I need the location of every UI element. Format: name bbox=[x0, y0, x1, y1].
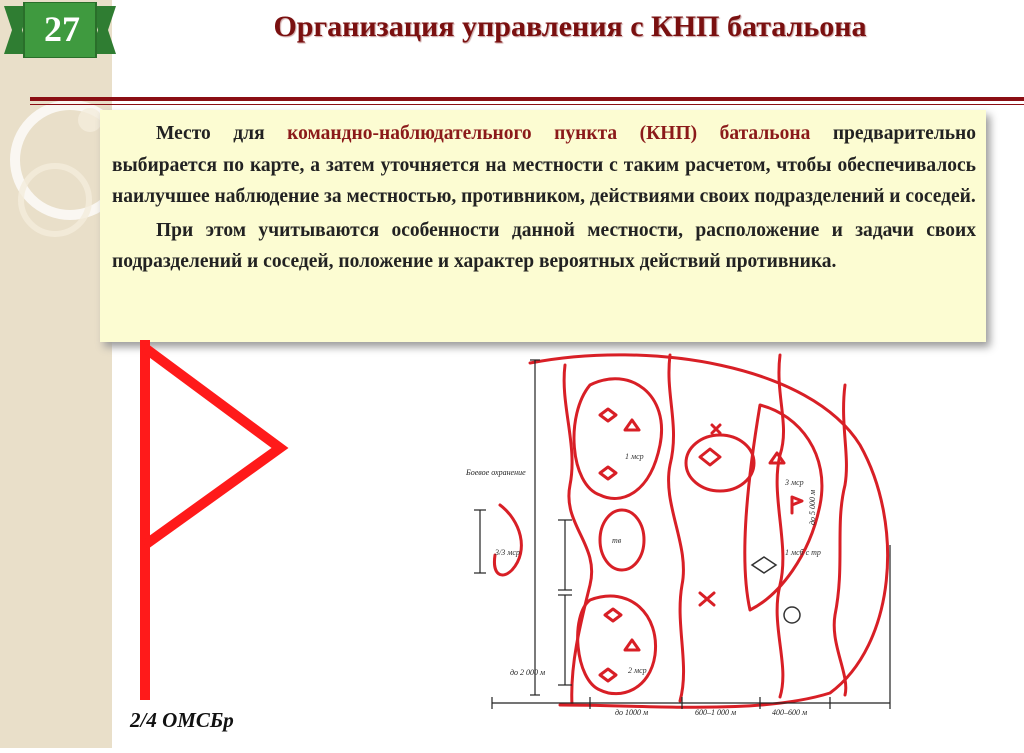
command-post-flag-icon bbox=[125, 340, 300, 700]
outer-boundary bbox=[530, 355, 888, 707]
title-divider-thin bbox=[30, 104, 1024, 105]
outpost-area bbox=[494, 505, 521, 575]
text-box bbox=[100, 110, 986, 342]
label-msb: 1 мсб с тр bbox=[785, 548, 821, 557]
label-r600: 600–1 000 м bbox=[695, 708, 737, 717]
slide-number: 27 bbox=[44, 9, 80, 49]
battalion-deployment-scheme bbox=[450, 345, 920, 747]
label-company-1: 1 мср bbox=[625, 452, 644, 461]
knp-area bbox=[686, 435, 754, 491]
slide-number-badge bbox=[4, 2, 116, 54]
paragraph-2: При этом учитываются особенности данной местности, расположение и задачи своих подразделений и соседей, положение и характер вероятных действий противника. bbox=[112, 219, 976, 272]
label-sub33: 3/3 мср bbox=[495, 548, 520, 557]
decorative-side-strip bbox=[0, 0, 112, 748]
front-line-3 bbox=[777, 355, 783, 697]
label-company-2: 2 мср bbox=[628, 666, 647, 675]
flag-caption: 2/4 ОМСБр bbox=[130, 708, 234, 732]
msb-symbol-icon bbox=[752, 557, 776, 573]
paragraph-1-start: Место для bbox=[156, 123, 288, 144]
paragraph-1-highlight: командно-наблюдательного пункта (КНП) батальона bbox=[287, 123, 811, 144]
slide-title: Организация управления с КНП батальона bbox=[273, 10, 867, 43]
decorative-circles bbox=[0, 0, 112, 748]
label-company-3: 3 мср bbox=[785, 478, 804, 487]
label-r400: 400–600 м bbox=[772, 708, 808, 717]
front-line-4 bbox=[834, 385, 846, 695]
company-1-area bbox=[574, 379, 662, 499]
paragraph-1 bbox=[112, 118, 976, 213]
front-line-2 bbox=[669, 355, 684, 701]
label-tv: тв bbox=[612, 536, 622, 545]
paragraph-1-end: предварительно выбирается по карте, а затем уточняется на местности с таким расчетом, чтобы обеспечивалось наилучшее наблюдение за местностью, противником, действиями своих подразделений и соседей. bbox=[112, 123, 976, 207]
label-d1000h: до 1000 м bbox=[615, 708, 649, 717]
label-d2000h: до 2 000 м bbox=[510, 668, 546, 677]
label-security: Боевое охранение bbox=[466, 468, 526, 477]
label-d5000: до 5 000 м bbox=[808, 489, 817, 525]
title-divider bbox=[30, 97, 1024, 101]
circle-marker-icon bbox=[784, 607, 800, 623]
tank-area bbox=[600, 510, 644, 570]
